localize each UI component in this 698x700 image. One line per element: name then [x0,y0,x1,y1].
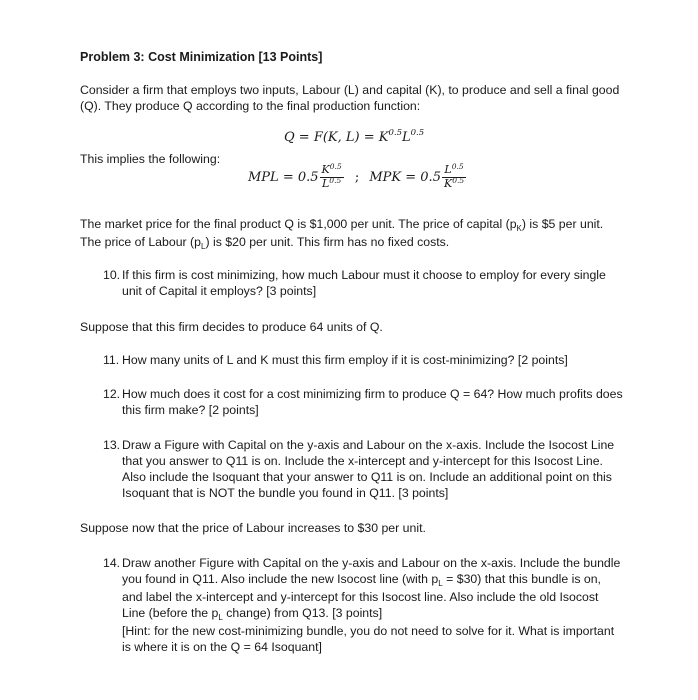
question-14 [103,555,623,655]
question-10 [103,267,623,299]
question-11-text: How many units of L and K must this firm employ if it is cost-minimizing? [2 points] [122,353,568,367]
intro-paragraph: Consider a firm that employs two inputs, Labour (L) and capital (K), to produce and sell a final good (Q). They produce Q according to the final production function: [80,83,620,113]
question-12-text: How much does it cost for a cost minimizing firm to produce Q = 64? How much profits does this firm make? [2 points] [122,387,623,417]
mpl-numerator-exponent: 0.5 [329,162,342,171]
mpk-denominator-base: K [443,177,453,190]
mpl-denominator-base: L [321,177,330,190]
mpl-label: MPL = 0.5 [248,170,319,185]
marginal-products [248,164,467,191]
question-14-subscript-2: L [218,613,223,622]
market-text-2: ) is $5 per unit. The price of Labour (p [80,217,604,249]
mpk-numerator-exponent: 0.5 [451,162,464,171]
mpk-denominator [442,178,466,191]
production-function-l: L [402,130,411,145]
suppose-labour-price: Suppose now that the price of Labour increases to $30 per unit. [80,521,426,535]
mpk-denominator-exponent: 0.5 [452,176,465,185]
mpl-numerator-base: K [321,163,330,176]
question-11 [103,352,623,368]
implies-text: This implies the following: [80,152,221,166]
question-13-text: Draw a Figure with Capital on the y-axis and Labour on the x-axis. Include the Isocost Line that you answer to Q11 is on. Include the x-intercept and y-intercept for this Isocost Line. Also include the Isoquant that your answer to Q11 is on. Include an additional point on this Isoquant that is NOT the bundle you found in Q11. [3 points] [122,438,615,500]
production-function-k-exponent: 0.5 [388,128,402,138]
mpk-numerator-base: L [444,163,452,176]
mpl-denominator-exponent: 0.5 [329,176,342,185]
question-14-text [122,555,623,623]
question-11-number: 11. [103,353,120,367]
question-10-number: 10. [103,268,121,282]
question-14-text-1: Draw another Figure with Capital on the y-axis and Labour on the x-axis. Include the bundle you found in Q11. Also include the new Isocost line (with p [122,556,621,586]
production-function-l-exponent: 0.5 [410,128,425,138]
question-14-text-3: change) from Q13. [3 points] [222,606,383,620]
question-10-text: If this firm is cost minimizing, how much Labour must it choose to employ for every single unit of Capital it employs? [3 points] [122,268,606,298]
question-13-number: 13. [103,438,121,452]
mpk-label: MPK = 0.5 [369,170,441,185]
mpl-fraction [320,164,344,191]
production-function [284,130,424,147]
mpl-denominator [320,178,344,191]
separator: ; [354,170,360,185]
question-13 [103,437,623,501]
question-12 [103,386,623,418]
question-12-number: 12. [103,387,121,401]
production-function-lhs: Q = F(K, L) = K [284,130,389,145]
market-text-1: The market price for the final product Q is $1,000 per unit. The price of capital (p [80,217,517,231]
labour-price-subscript: L [201,242,206,251]
question-14-number: 14. [103,556,121,570]
market-text-3: ) is $20 per unit. This firm has no fixed costs. [205,235,450,249]
market-paragraph [80,216,620,252]
question-14-hint: [Hint: for the new cost-minimizing bundle, you do not need to solve for it. What is important is where it is on the Q = 64 Isoquant] [122,624,615,654]
suppose-64-units: Suppose that this firm decides to produce 64 units of Q. [80,320,383,334]
problem-title: Problem 3: Cost Minimization [13 Points] [80,50,323,64]
question-14-text-2: = $30) that this bundle is on, and label the x-intercept and y-intercept for this Isocost line. Also include the old Isocost Line (before the p [122,572,601,620]
question-14-subscript-1: L [438,579,443,588]
mpk-fraction [442,164,466,191]
capital-price-subscript: K [516,224,522,233]
